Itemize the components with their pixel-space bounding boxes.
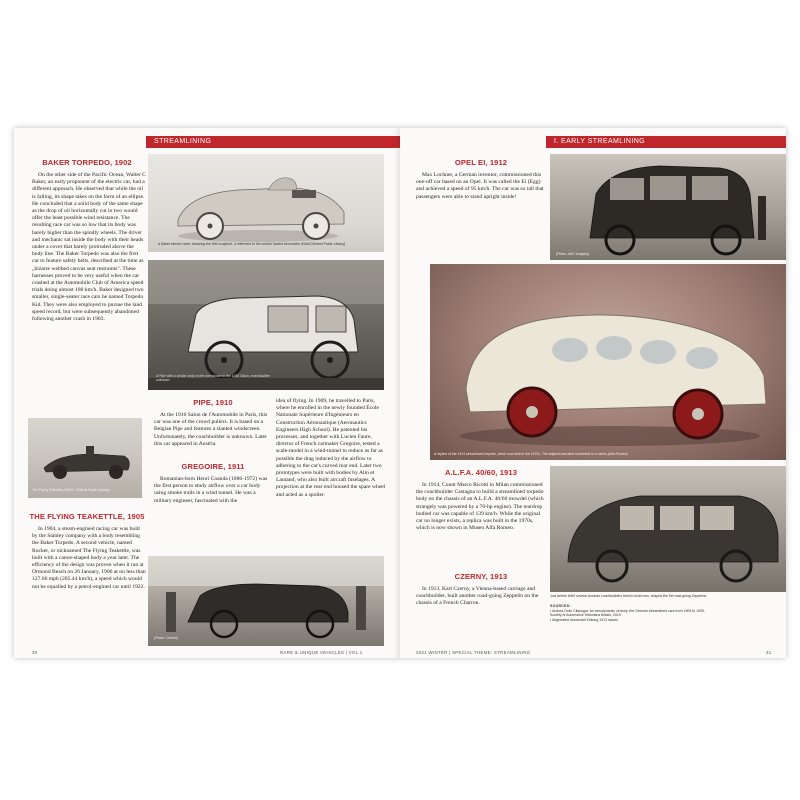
gregoire-car-illustration [148,556,384,646]
caption-opel-photo: (Photo: AAG Imagery) [556,252,590,256]
paragraph: In 1904, a steam-engined racing car was built by the Stanley company with a body resembling the Baker Torpedo. A second vehicle, named Rocket, or nicknamed The Flying Teakettle, was built with a canoe-shaped body a year later. The efficiency of the design was proven when it ran at Ormond Beach on 26 January, 1906 at no less than 127.66 mph (205.44 km/h), a speed which would not be equalled by a petrol-engined car until 1922. [32,526,146,590]
heading-pipe: PIPE, 1910 [193,398,233,407]
heading-flying-teakettle: THE FLYING TEAKETTLE, 1905 [29,512,145,521]
paragraph: Romanian-born Henri Coanda (1886-1972) was the first person to study airflow over a car body using smoke trails in a wind tunnel. He was a military engineer, fascinated with the [154,476,268,504]
heading-opel-ei: OPEL EI, 1912 [454,158,508,167]
section-banner: I. EARLY STREAMLINING [546,136,786,148]
heading-alfa: A.L.F.A. 40/60, 1913 [444,468,518,477]
paragraph: On the other side of the Pacific Ocean, Walter C Baker, an early proponent of the electric car, had a different approach. He observed that while the oil is falling, its shape takes on the form of an ellipse. He concluded that a solid body of the same shape as the drop of oil horizontally cut in two would offer the least possible wind resistance. The resulting race car was so low that its body was barely higher than the spindly wheels. The driver and mechanic sat inside the body with their heads under a cover that barely protruded above the body line. The Baker Torpedo was also the first car to feature safety belts, described at the time as „bizarre webbed canvas seat restraints". These harnesses proved to be very useful when the car crashed at the Automobile Club of America speed trials doing almost 180 km/h. Baker designed two smaller, single-seater race cars he named Torpedo Kid. They were also employed to pursue the land speed record, but were subsequently abandoned following another crash in 1903. [32,172,146,323]
photo-flying-teakettle [28,418,142,498]
article-baker-torpedo [32,172,146,323]
pipe-car-illustration [148,260,384,390]
page-number-left: 30 [32,650,38,655]
photo-pipe-1910 [148,260,384,390]
racer-car-illustration [148,154,384,252]
paragraph: Max Lochner, a German inventor, commissioned this one-off car based on an Opel. It was called the Ei (Egg) and achieved a speed of 95 km/h. The car was so tall that passengers were able to stand upright inside! [416,172,544,200]
paragraph: idea of flying. In 1909, he travelled to Paris, where he enrolled in the newly founded École Nationale Supérieure d'Ingénieurs en Construction Aéronautique (Aeronautics Engineers High School). He patented his processes, and together with Lucien Faure, director of French carmaker Gregoire, tested a scale-model in a wind-tunnel to reduce as far as possible the drag induced by the airflow to adhering to the car's curved rear end. Later two prototypes were built with bodies by Alin et Lautand, who also built aircraft fuselages. A projection at the rear end housed the spare wheel and acted as a spoiler. [276,398,386,498]
article-gregoire-col1 [154,476,272,505]
heading-czerny: CZERNY, 1913 [454,572,508,581]
magazine-spread [14,128,786,658]
caption-teakettle-photo: The Flying Teakettle (NAHC / Detroit Public Library) [32,488,110,492]
paragraph: In 1913, Karl Czerny, a Vienna-based carriage and coachbuilder, built another road-going Zeppelin on the chassis of a French Charron. [416,586,539,607]
article-alfa [416,482,546,532]
paragraph: In 1914, Count Marco Ricotti in Milan commissioned the coachbuilder Castagna to build a streamlined torpedo body on the chassis of an A.L.F.A. 40/60 mowdel (which strangely was powered by a 70-hp engine). The teardrop bodied car was capable of 139 km/h. While the original car no longer exists, a replica was built in the 1970s, which is now shown in Museo Alfa Romeo. [416,482,544,532]
photo-opel-ei [550,154,786,260]
page-number-right: 31 [766,650,772,655]
source-item: • Andrea Dolio Cliasugar: An aerodynamic century: the German streamlined cars from 1909 to 1939, [550,608,705,613]
magazine-title-footer: RARE & UNIQUE VEHICLES | VOL 1 [280,650,363,655]
article-opel-ei [416,172,546,201]
heading-gregoire: GREGOIRE, 1911 [181,462,245,471]
article-flying-teakettle [32,526,146,591]
caption-gregoire-photo: (Photo: Cubero) [154,636,179,640]
section-banner: STREAMLINING [146,136,400,148]
sources-title: SOURCES: [550,604,571,608]
sources-box [550,604,782,622]
caption-alfa-photo: A replica of the 1913 streamlined torpedo, which was built in the 1970s. The original was later converted to a cabrio (Alfa Romeo) [434,452,628,456]
article-pipe [154,412,272,448]
article-gregoire-col2 [276,398,388,499]
teakettle-car-illustration [28,418,142,498]
photo-czerny-zeppelin [550,466,786,592]
article-czerny [416,586,546,608]
photo-gregoire [148,556,384,646]
right-page [400,128,786,658]
paragraph: At the 1910 Salon de l'Automobile in Paris, this car was one of the crowd pullers. It is based on a Belgian Pipe and features a slanted windscreen. Unfortunately, the coachbuilder is unknown. Later this car appeared in Austria. [154,412,268,447]
source-item: Society of Automotive Historians Britain, 2019 [550,613,621,618]
source-item: • Allgemeine Automobil Zeitung 1913 issues [550,617,618,622]
opel-car-illustration [550,154,786,260]
czerny-car-illustration [550,466,786,592]
alfa-car-illustration [430,264,786,460]
caption-pipe-photo: A Pipe with a similar body to the one shown in the 1910 Salon, coachbuilder unknown [156,374,270,382]
heading-baker-torpedo: BAKER TORPEDO, 1902 [42,158,132,167]
caption-czerny-photo: Just before WWI several Austrian coachbuilders tried to build cars, shaped like the road-going Zeppelins [550,594,707,598]
issue-footer: 2021 WINTER | SPECIAL THEME: STREAMLINING [416,650,531,655]
caption-baker-photo: A Baker electric racer, featuring the 999 sculpture, a reference to the world's fastest locomotive (NAHC/Detroit Public Library) [158,242,346,246]
photo-baker-electric-racer [148,154,384,252]
photo-alfa-replica [430,264,786,460]
left-page [14,128,400,658]
